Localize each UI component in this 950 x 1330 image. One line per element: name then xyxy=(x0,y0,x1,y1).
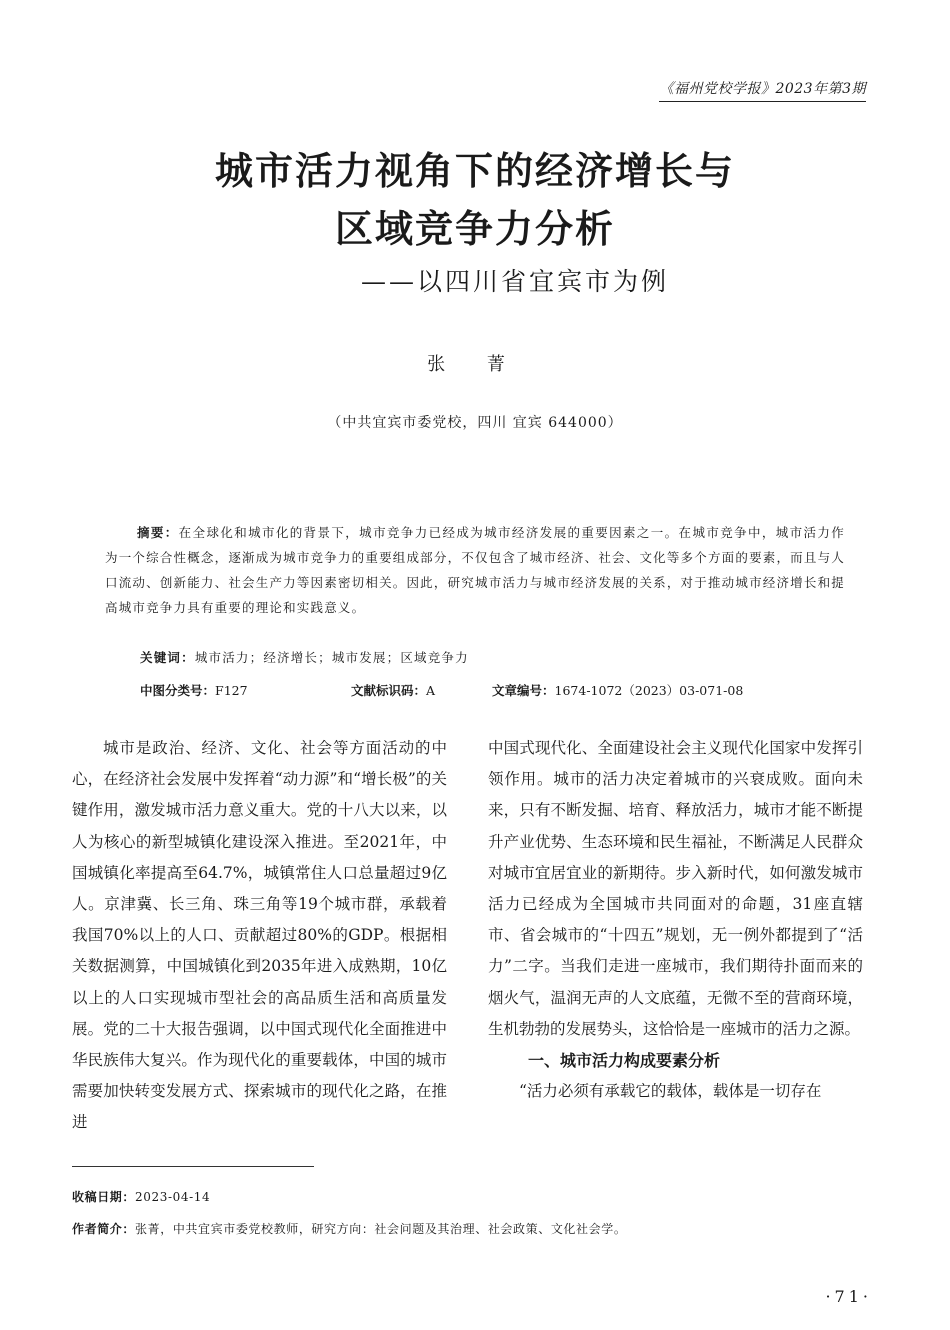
page-number: ·71· xyxy=(825,1287,872,1306)
body-paragraph-continued: 中国式现代化、全面建设社会主义现代化国家中发挥引领作用。城市的活力决定着城市的兴衰成败。面向未来，只有不断发掘、培育、释放活力，城市才能不断提升产业优势、生态环境和民生福祉，不断满足人民群众对城市宜居宜业的新期待。步入新时代，如何激发城市活力已经成为全国城市共同面对的命题，31座直辖市、省会城市的“十四五”规划，无一例外都提到了“活力”二字。当我们走进一座城市，我们期待扑面而来的烟火气，温润无声的人文底蕴，无微不至的营商环境，生机勃勃的发展势头，这恰恰是一座城市的活力之源。 xyxy=(488,739,863,1038)
section-paragraph: “活力必须有承载它的载体，载体是一切存在 xyxy=(519,1082,822,1101)
clc-number: 中图分类号：F127 xyxy=(140,683,248,698)
body-right-column xyxy=(488,733,863,1107)
article-number: 文章编号：1674-1072（2023）03-071-08 xyxy=(492,683,744,698)
article-subtitle: ——以四川省宜宾市为例 xyxy=(360,267,669,296)
journal-header: 《福州党校学报》2023年第3期 xyxy=(659,78,866,102)
abstract-text: 在全球化和城市化的背景下，城市竞争力已经成为城市经济发展的重要因素之一。在城市竞争中，城市活力作为一个综合性概念，逐渐成为城市竞争力的重要组成部分，不仅包含了城市经济、社会、文化等多个方面的要素，而且与人口流动、创新能力、社会生产力等因素密切相关。因此，研究城市活力与城市经济发展的关系，对于推动城市经济增长和提高城市竞争力具有重要的理论和实践意义。 xyxy=(105,525,845,615)
body-left-column xyxy=(72,733,447,1139)
article-title-line-2: 区域竞争力分析 xyxy=(334,207,615,251)
abstract xyxy=(105,520,845,620)
author-affiliation: （中共宜宾市委党校，四川 宜宾 644000） xyxy=(327,415,623,431)
author-bio: 作者简介：张菁，中共宜宾市委党校教师，研究方向：社会问题及其治理、社会政策、文化社会学。 xyxy=(72,1222,627,1236)
keywords-text: 城市活力；经济增长；城市发展；区域竞争力 xyxy=(194,650,469,665)
document-code: 文献标识码：A xyxy=(351,683,436,698)
article-title-line-1: 城市活力视角下的经济增长与 xyxy=(214,149,735,193)
section-heading: 一、城市活力构成要素分析 xyxy=(528,1051,721,1071)
keywords-label: 关键词： xyxy=(140,650,195,665)
abstract-label: 摘要： xyxy=(137,525,179,540)
body-paragraph: 城市是政治、经济、文化、社会等方面活动的中心，在经济社会发展中发挥着“动力源”和“增长极”的关键作用，激发城市活力意义重大。党的十八大以来，以人为核心的新型城镇化建设深入推进。至2021年，中国城镇化率提高至64.7%，城镇常住人口总量超过9亿人。京津冀、长三角、珠三角等19个城市群，承载着我国70%以上的人口、贡献超过80%的GDP。根据相关数据测算，中国城镇化到2035年进入成熟期，10亿以上的人口实现城市型社会的高品质生活和高质量发展。党的二十大报告强调，以中国式现代化全面推进中华民族伟大复兴。作为现代化的重要载体，中国的城市需要加快转变发展方式、探索城市的现代化之路，在推进 xyxy=(72,739,447,1132)
keywords xyxy=(140,648,469,666)
footnote-divider xyxy=(72,1166,314,1167)
author-name: 张 菁 xyxy=(427,354,523,375)
received-date: 收稿日期：2023-04-14 xyxy=(72,1190,211,1204)
